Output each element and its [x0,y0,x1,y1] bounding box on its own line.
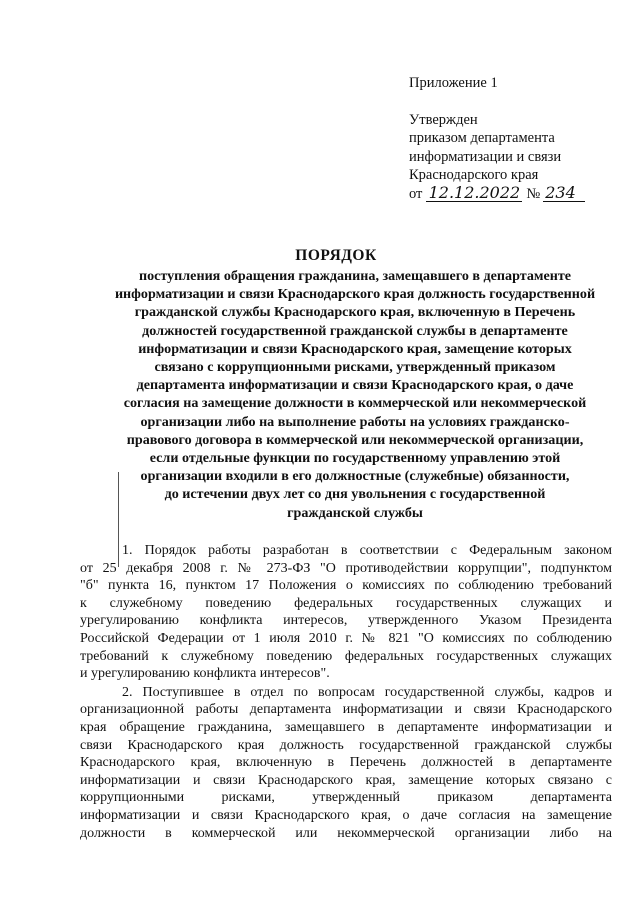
paragraph-line: организационной работы департамента информатизации и связи Краснодарского [80,702,612,718]
document-subtitle [110,267,600,522]
order-line-1: приказом департамента [409,130,555,146]
order-number: 234 [543,185,585,202]
subtitle-line: согласия на замещение должности в коммерческой или некоммерческой [123,395,587,412]
paragraph-line: от 25 декабря 2008 г. № 273-ФЗ "О противодействии коррупции", подпунктом [80,560,612,576]
document-body [80,542,612,842]
paragraph-2 [80,684,612,842]
paragraph-line: информатизации и связи Краснодарского края, о даче согласия на замещение [80,807,612,823]
paragraph-line: требований к служебному поведению федеральных государственных служащих [80,648,612,664]
order-line-3: Краснодарского края [409,167,539,183]
order-line-2: информатизации и связи [409,148,562,165]
from-label: от [409,185,423,202]
paragraph-line: края обращение гражданина, замещавшего в департаменте информатизации и [80,719,612,735]
paragraph-line: информатизации и связи Краснодарского края, замещение которых связано с [80,772,612,788]
paragraph-line: 2. Поступившее в отдел по вопросам государственной службы, кадров и [122,684,612,700]
paragraph-line: урегулированию конфликта интересов, утвержденного Указом Президента [80,613,612,629]
appendix-label: Приложение 1 [409,75,498,91]
subtitle-line: должностей государственной гражданской службы в департаменте [142,322,568,339]
subtitle-line: если отдельные функции по государственному управлению этой [149,450,561,467]
subtitle-line: информатизации и связи Краснодарского края должность государственной [114,286,596,303]
subtitle-line: гражданской службы Краснодарского края, включенную в Перечень [134,304,576,321]
approved-label: Утвержден [409,111,478,128]
order-date: 12.12.2022 [426,185,522,202]
number-sign: № [526,185,541,202]
paragraph-line: Российской Федерации от 1 июля 2010 г. № 821 "О комиссиях по соблюдению [80,630,612,646]
paragraph-line: связи Краснодарского края должность государственной гражданской службы [80,737,612,753]
subtitle-line: департамента информатизации и связи Краснодарского края, о даче [136,377,574,394]
subtitle-line: гражданской службы [287,504,423,521]
paragraph-line: к служебному поведению федеральных государственных служащих и [80,595,612,611]
paragraph-line: 1. Порядок работы разработан в соответствии с Федеральным законом [122,543,612,558]
document-title: ПОРЯДОК [295,247,377,264]
paragraph-line: должности в коммерческой или некоммерческой организации либо на [80,825,612,841]
subtitle-line: организации либо на выполнение работы на условиях гражданско- [140,413,570,430]
subtitle-line: связано с коррупционными рисками, утвержденный приказом [154,359,556,376]
subtitle-line: до истечении двух лет со дня увольнения с государственной [164,486,546,503]
paragraph-line: Краснодарского края, включенную в Перечень должностей в департаменте [80,755,612,771]
order-date-number-line [409,182,624,204]
subtitle-line: информатизации и связи Краснодарского края, замещение которых [138,340,572,357]
subtitle-line: правового договора в коммерческой или некоммерческой организации, [126,431,584,448]
approval-block [409,74,624,203]
paragraph-line: "б" пункта 16, пунктом 17 Положения о комиссиях по соблюдению требований [80,578,612,594]
paragraph-1 [80,542,612,683]
paragraph-line: коррупционными рисками, утвержденный приказом департамента [80,790,612,806]
subtitle-line: организации входили в его должностные (служебные) обязанности, [140,468,570,485]
subtitle-line: поступления обращения гражданина, замещавшего в департаменте [138,268,572,284]
paragraph-line: и урегулированию конфликта интересов". [80,666,330,682]
